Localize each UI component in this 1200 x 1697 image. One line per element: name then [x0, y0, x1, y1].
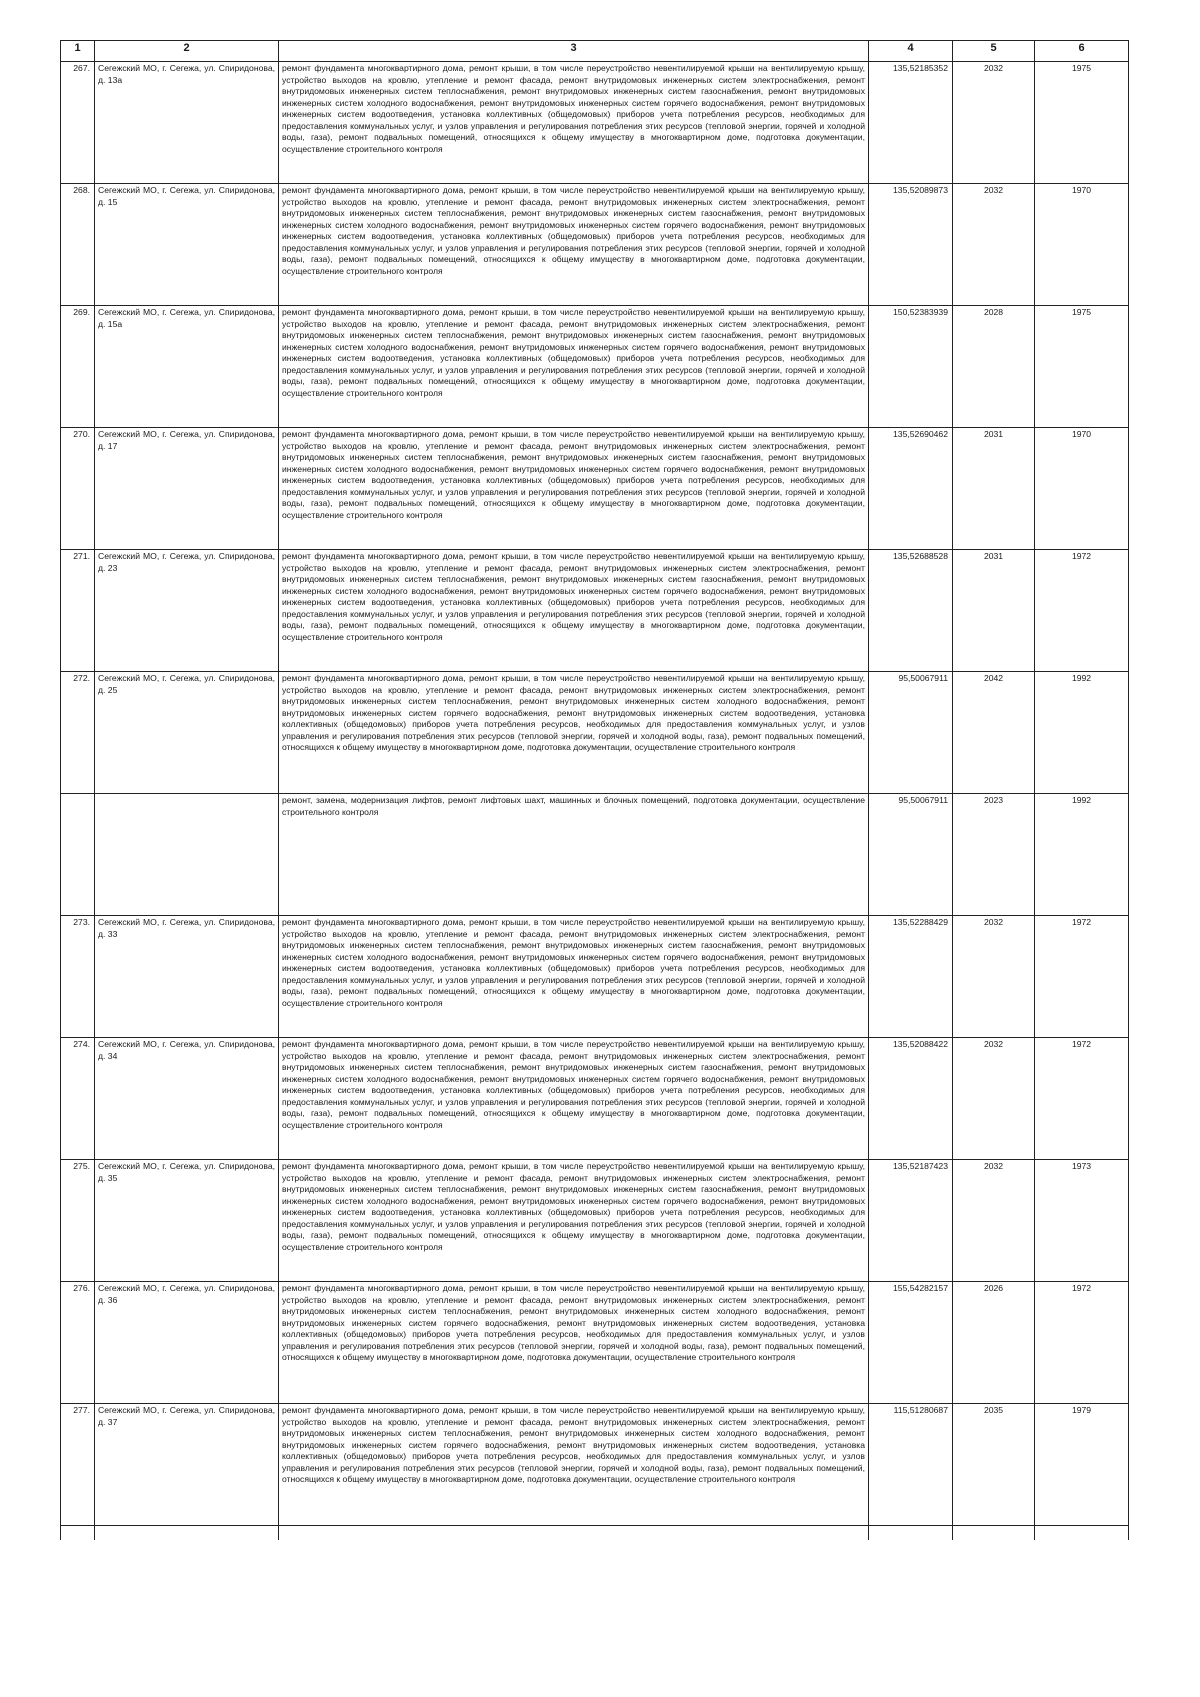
works-cell: ремонт фундамента многоквартирного дома, ремонт крыши, в том числе переустройство невентилируемой крыши на вентилируемую крышу, устройство выходов на кровлю, утепление и ремонт фасада, ремонт внутридомовых инженерных систем электроснабжения, ремонт внутридомовых инженерных систем теплоснабжения, ремонт внутридомовых инженерных систем холодного водоснабжения, ремонт внутридомовых инженерных систем горячего водоснабжения, ремонт внутридомовых инженерных систем водоотведения, установка коллективных (общедомовых) приборов учета потребления ресурсов, необходимых для предоставления коммунальных услуг, и узлов управления и регулирования потребления этих ресурсов (тепловой энергии, горячей и холодной воды, газа), ремонт подвальных помещений, относящихся к общему имуществу в многоквартирном доме, подготовка документации, осуществление строительного контроля: [279, 1282, 869, 1404]
works-cell: ремонт фундамента многоквартирного дома, ремонт крыши, в том числе переустройство невентилируемой крыши на вентилируемую крышу, устройство выходов на кровлю, утепление и ремонт фасада, ремонт внутридомовых инженерных систем электроснабжения, ремонт внутридомовых инженерных систем теплоснабжения, ремонт внутридомовых инженерных систем газоснабжения, ремонт внутридомовых инженерных систем холодного водоснабжения, ремонт внутридомовых инженерных систем горячего водоснабжения, ремонт внутридомовых инженерных систем водоотведения, установка коллективных (общедомовых) приборов учета потребления ресурсов, необходимых для предоставления коммунальных услуг, и узлов управления и регулирования потребления этих ресурсов (тепловой энергии, горячей и холодной воды, газа), ремонт подвальных помещений, относящихся к общему имуществу в многоквартирном доме, подготовка документации, осуществление строительного контроля: [279, 550, 869, 672]
address-cell: Сегежский МО, г. Сегежа, ул. Спиридонова, д. 37: [95, 1404, 279, 1526]
works-cell: ремонт фундамента многоквартирного дома, ремонт крыши, в том числе переустройство невентилируемой крыши на вентилируемую крышу, устройство выходов на кровлю, утепление и ремонт фасада, ремонт внутридомовых инженерных систем электроснабжения, ремонт внутридомовых инженерных систем теплоснабжения, ремонт внутридомовых инженерных систем газоснабжения, ремонт внутридомовых инженерных систем холодного водоснабжения, ремонт внутридомовых инженерных систем горячего водоснабжения, ремонт внутридомовых инженерных систем водоотведения, установка коллективных (общедомовых) приборов учета потребления ресурсов, необходимых для предоставления коммунальных услуг, и узлов управления и регулирования потребления этих ресурсов (тепловой энергии, горячей и холодной воды, газа), ремонт подвальных помещений, относящихся к общему имуществу в многоквартирном доме, подготовка документации, осуществление строительного контроля: [279, 1160, 869, 1282]
address-cell: Сегежский МО, г. Сегежа, ул. Спиридонова, д. 23: [95, 550, 279, 672]
table-row: [61, 550, 1129, 672]
cost-cell: 135,52088422: [869, 1038, 953, 1160]
built-year-cell: 1975: [1035, 62, 1129, 184]
built-year-cell: 1972: [1035, 1038, 1129, 1160]
cost-cell: 95,50067911: [869, 672, 953, 794]
table-row: [61, 916, 1129, 1038]
table-row: [61, 1282, 1129, 1404]
built-year-cell: 1992: [1035, 672, 1129, 794]
col-header-1: 1: [61, 41, 95, 62]
row-number: 274.: [61, 1038, 95, 1160]
address-cell: [95, 794, 279, 916]
repair-year-cell: 2032: [953, 1160, 1035, 1282]
row-number: 270.: [61, 428, 95, 550]
cost-cell: 115,51280687: [869, 1404, 953, 1526]
col-header-6: 6: [1035, 41, 1129, 62]
works-cell: ремонт фундамента многоквартирного дома, ремонт крыши, в том числе переустройство невентилируемой крыши на вентилируемую крышу, устройство выходов на кровлю, утепление и ремонт фасада, ремонт внутридомовых инженерных систем электроснабжения, ремонт внутридомовых инженерных систем теплоснабжения, ремонт внутридомовых инженерных систем газоснабжения, ремонт внутридомовых инженерных систем холодного водоснабжения, ремонт внутридомовых инженерных систем горячего водоснабжения, ремонт внутридомовых инженерных систем водоотведения, установка коллективных (общедомовых) приборов учета потребления ресурсов, необходимых для предоставления коммунальных услуг, и узлов управления и регулирования потребления этих ресурсов (тепловой энергии, горячей и холодной воды, газа), ремонт подвальных помещений, относящихся к общему имуществу в многоквартирном доме, подготовка документации, осуществление строительного контроля: [279, 916, 869, 1038]
row-number: 277.: [61, 1404, 95, 1526]
repair-year-cell: 2031: [953, 428, 1035, 550]
col-header-4: 4: [869, 41, 953, 62]
built-year-cell: 1972: [1035, 1282, 1129, 1404]
address-cell: Сегежский МО, г. Сегежа, ул. Спиридонова, д. 15а: [95, 306, 279, 428]
repair-year-cell: 2032: [953, 62, 1035, 184]
address-cell: Сегежский МО, г. Сегежа, ул. Спиридонова, д. 15: [95, 184, 279, 306]
built-year-cell: 1992: [1035, 794, 1129, 916]
repair-year-cell: 2031: [953, 550, 1035, 672]
cost-cell: 155,54282157: [869, 1282, 953, 1404]
address-cell: Сегежский МО, г. Сегежа, ул. Спиридонова, д. 34: [95, 1038, 279, 1160]
table-row: [61, 672, 1129, 794]
repair-year-cell: 2035: [953, 1404, 1035, 1526]
capital-repair-table: [60, 40, 1129, 1540]
works-cell: ремонт фундамента многоквартирного дома, ремонт крыши, в том числе переустройство невентилируемой крыши на вентилируемую крышу, устройство выходов на кровлю, утепление и ремонт фасада, ремонт внутридомовых инженерных систем электроснабжения, ремонт внутридомовых инженерных систем теплоснабжения, ремонт внутридомовых инженерных систем газоснабжения, ремонт внутридомовых инженерных систем холодного водоснабжения, ремонт внутридомовых инженерных систем горячего водоснабжения, ремонт внутридомовых инженерных систем водоотведения, установка коллективных (общедомовых) приборов учета потребления ресурсов, необходимых для предоставления коммунальных услуг, и узлов управления и регулирования потребления этих ресурсов (тепловой энергии, горячей и холодной воды, газа), ремонт подвальных помещений, относящихся к общему имуществу в многоквартирном доме, подготовка документации, осуществление строительного контроля: [279, 62, 869, 184]
col-header-3: 3: [279, 41, 869, 62]
cost-cell: 135,52288429: [869, 916, 953, 1038]
continuation-cell: [279, 1526, 869, 1541]
repair-year-cell: 2026: [953, 1282, 1035, 1404]
address-cell: Сегежский МО, г. Сегежа, ул. Спиридонова, д. 33: [95, 916, 279, 1038]
row-number: 272.: [61, 672, 95, 794]
built-year-cell: 1972: [1035, 916, 1129, 1038]
works-cell: ремонт фундамента многоквартирного дома, ремонт крыши, в том числе переустройство невентилируемой крыши на вентилируемую крышу, устройство выходов на кровлю, утепление и ремонт фасада, ремонт внутридомовых инженерных систем электроснабжения, ремонт внутридомовых инженерных систем теплоснабжения, ремонт внутридомовых инженерных систем газоснабжения, ремонт внутридомовых инженерных систем холодного водоснабжения, ремонт внутридомовых инженерных систем горячего водоснабжения, ремонт внутридомовых инженерных систем водоотведения, установка коллективных (общедомовых) приборов учета потребления ресурсов, необходимых для предоставления коммунальных услуг, и узлов управления и регулирования потребления этих ресурсов (тепловой энергии, горячей и холодной воды, газа), ремонт подвальных помещений, относящихся к общему имуществу в многоквартирном доме, подготовка документации, осуществление строительного контроля: [279, 1038, 869, 1160]
address-cell: Сегежский МО, г. Сегежа, ул. Спиридонова, д. 25: [95, 672, 279, 794]
table-row: [61, 794, 1129, 916]
header-row: [61, 41, 1129, 62]
cost-cell: 135,52690462: [869, 428, 953, 550]
address-cell: Сегежский МО, г. Сегежа, ул. Спиридонова, д. 35: [95, 1160, 279, 1282]
continuation-cell: [869, 1526, 953, 1541]
table-row: [61, 1160, 1129, 1282]
continuation-cell: [61, 1526, 95, 1541]
row-number: 269.: [61, 306, 95, 428]
address-cell: Сегежский МО, г. Сегежа, ул. Спиридонова, д. 13а: [95, 62, 279, 184]
table-row: [61, 1038, 1129, 1160]
works-cell: ремонт, замена, модернизация лифтов, ремонт лифтовых шахт, машинных и блочных помещений, подготовка документации, осуществление строительного контроля: [279, 794, 869, 916]
works-cell: ремонт фундамента многоквартирного дома, ремонт крыши, в том числе переустройство невентилируемой крыши на вентилируемую крышу, устройство выходов на кровлю, утепление и ремонт фасада, ремонт внутридомовых инженерных систем электроснабжения, ремонт внутридомовых инженерных систем теплоснабжения, ремонт внутридомовых инженерных систем холодного водоснабжения, ремонт внутридомовых инженерных систем горячего водоснабжения, ремонт внутридомовых инженерных систем водоотведения, установка коллективных (общедомовых) приборов учета потребления ресурсов, необходимых для предоставления коммунальных услуг, и узлов управления и регулирования потребления этих ресурсов (тепловой энергии, горячей и холодной воды, газа), ремонт подвальных помещений, относящихся к общему имуществу в многоквартирном доме, подготовка документации, осуществление строительного контроля: [279, 672, 869, 794]
table-row: [61, 184, 1129, 306]
table-row: [61, 1404, 1129, 1526]
works-cell: ремонт фундамента многоквартирного дома, ремонт крыши, в том числе переустройство невентилируемой крыши на вентилируемую крышу, устройство выходов на кровлю, утепление и ремонт фасада, ремонт внутридомовых инженерных систем электроснабжения, ремонт внутридомовых инженерных систем теплоснабжения, ремонт внутридомовых инженерных систем газоснабжения, ремонт внутридомовых инженерных систем холодного водоснабжения, ремонт внутридомовых инженерных систем горячего водоснабжения, ремонт внутридомовых инженерных систем водоотведения, установка коллективных (общедомовых) приборов учета потребления ресурсов, необходимых для предоставления коммунальных услуг, и узлов управления и регулирования потребления этих ресурсов (тепловой энергии, горячей и холодной воды, газа), ремонт подвальных помещений, относящихся к общему имуществу в многоквартирном доме, подготовка документации, осуществление строительного контроля: [279, 306, 869, 428]
cost-cell: 95,50067911: [869, 794, 953, 916]
document-page: [60, 40, 1128, 1540]
built-year-cell: 1970: [1035, 428, 1129, 550]
repair-year-cell: 2028: [953, 306, 1035, 428]
built-year-cell: 1975: [1035, 306, 1129, 428]
cost-cell: 135,52187423: [869, 1160, 953, 1282]
repair-year-cell: 2032: [953, 916, 1035, 1038]
works-cell: ремонт фундамента многоквартирного дома, ремонт крыши, в том числе переустройство невентилируемой крыши на вентилируемую крышу, устройство выходов на кровлю, утепление и ремонт фасада, ремонт внутридомовых инженерных систем электроснабжения, ремонт внутридомовых инженерных систем теплоснабжения, ремонт внутридомовых инженерных систем газоснабжения, ремонт внутридомовых инженерных систем холодного водоснабжения, ремонт внутридомовых инженерных систем горячего водоснабжения, ремонт внутридомовых инженерных систем водоотведения, установка коллективных (общедомовых) приборов учета потребления ресурсов, необходимых для предоставления коммунальных услуг, и узлов управления и регулирования потребления этих ресурсов (тепловой энергии, горячей и холодной воды, газа), ремонт подвальных помещений, относящихся к общему имуществу в многоквартирном доме, подготовка документации, осуществление строительного контроля: [279, 428, 869, 550]
built-year-cell: 1973: [1035, 1160, 1129, 1282]
row-number: [61, 794, 95, 916]
built-year-cell: 1972: [1035, 550, 1129, 672]
col-header-2: 2: [95, 41, 279, 62]
row-number: 276.: [61, 1282, 95, 1404]
repair-year-cell: 2023: [953, 794, 1035, 916]
table-body: [61, 62, 1129, 1541]
repair-year-cell: 2042: [953, 672, 1035, 794]
cost-cell: 135,52688528: [869, 550, 953, 672]
table-row: [61, 428, 1129, 550]
cost-cell: 150,52383939: [869, 306, 953, 428]
built-year-cell: 1970: [1035, 184, 1129, 306]
continuation-cell: [953, 1526, 1035, 1541]
table-continuation-row: [61, 1526, 1129, 1541]
table-row: [61, 306, 1129, 428]
cost-cell: 135,52185352: [869, 62, 953, 184]
continuation-cell: [1035, 1526, 1129, 1541]
col-header-5: 5: [953, 41, 1035, 62]
address-cell: Сегежский МО, г. Сегежа, ул. Спиридонова, д. 36: [95, 1282, 279, 1404]
works-cell: ремонт фундамента многоквартирного дома, ремонт крыши, в том числе переустройство невентилируемой крыши на вентилируемую крышу, устройство выходов на кровлю, утепление и ремонт фасада, ремонт внутридомовых инженерных систем электроснабжения, ремонт внутридомовых инженерных систем теплоснабжения, ремонт внутридомовых инженерных систем газоснабжения, ремонт внутридомовых инженерных систем холодного водоснабжения, ремонт внутридомовых инженерных систем горячего водоснабжения, ремонт внутридомовых инженерных систем водоотведения, установка коллективных (общедомовых) приборов учета потребления ресурсов, необходимых для предоставления коммунальных услуг, и узлов управления и регулирования потребления этих ресурсов (тепловой энергии, горячей и холодной воды, газа), ремонт подвальных помещений, относящихся к общему имуществу в многоквартирном доме, подготовка документации, осуществление строительного контроля: [279, 184, 869, 306]
repair-year-cell: 2032: [953, 1038, 1035, 1160]
works-cell: ремонт фундамента многоквартирного дома, ремонт крыши, в том числе переустройство невентилируемой крыши на вентилируемую крышу, устройство выходов на кровлю, утепление и ремонт фасада, ремонт внутридомовых инженерных систем электроснабжения, ремонт внутридомовых инженерных систем теплоснабжения, ремонт внутридомовых инженерных систем холодного водоснабжения, ремонт внутридомовых инженерных систем горячего водоснабжения, ремонт внутридомовых инженерных систем водоотведения, установка коллективных (общедомовых) приборов учета потребления ресурсов, необходимых для предоставления коммунальных услуг, и узлов управления и регулирования потребления этих ресурсов (тепловой энергии, горячей и холодной воды, газа), ремонт подвальных помещений, относящихся к общему имуществу в многоквартирном доме, подготовка документации, осуществление строительного контроля: [279, 1404, 869, 1526]
continuation-cell: [95, 1526, 279, 1541]
row-number: 275.: [61, 1160, 95, 1282]
built-year-cell: 1979: [1035, 1404, 1129, 1526]
row-number: 268.: [61, 184, 95, 306]
address-cell: Сегежский МО, г. Сегежа, ул. Спиридонова, д. 17: [95, 428, 279, 550]
row-number: 267.: [61, 62, 95, 184]
cost-cell: 135,52089873: [869, 184, 953, 306]
table-row: [61, 62, 1129, 184]
row-number: 273.: [61, 916, 95, 1038]
repair-year-cell: 2032: [953, 184, 1035, 306]
row-number: 271.: [61, 550, 95, 672]
